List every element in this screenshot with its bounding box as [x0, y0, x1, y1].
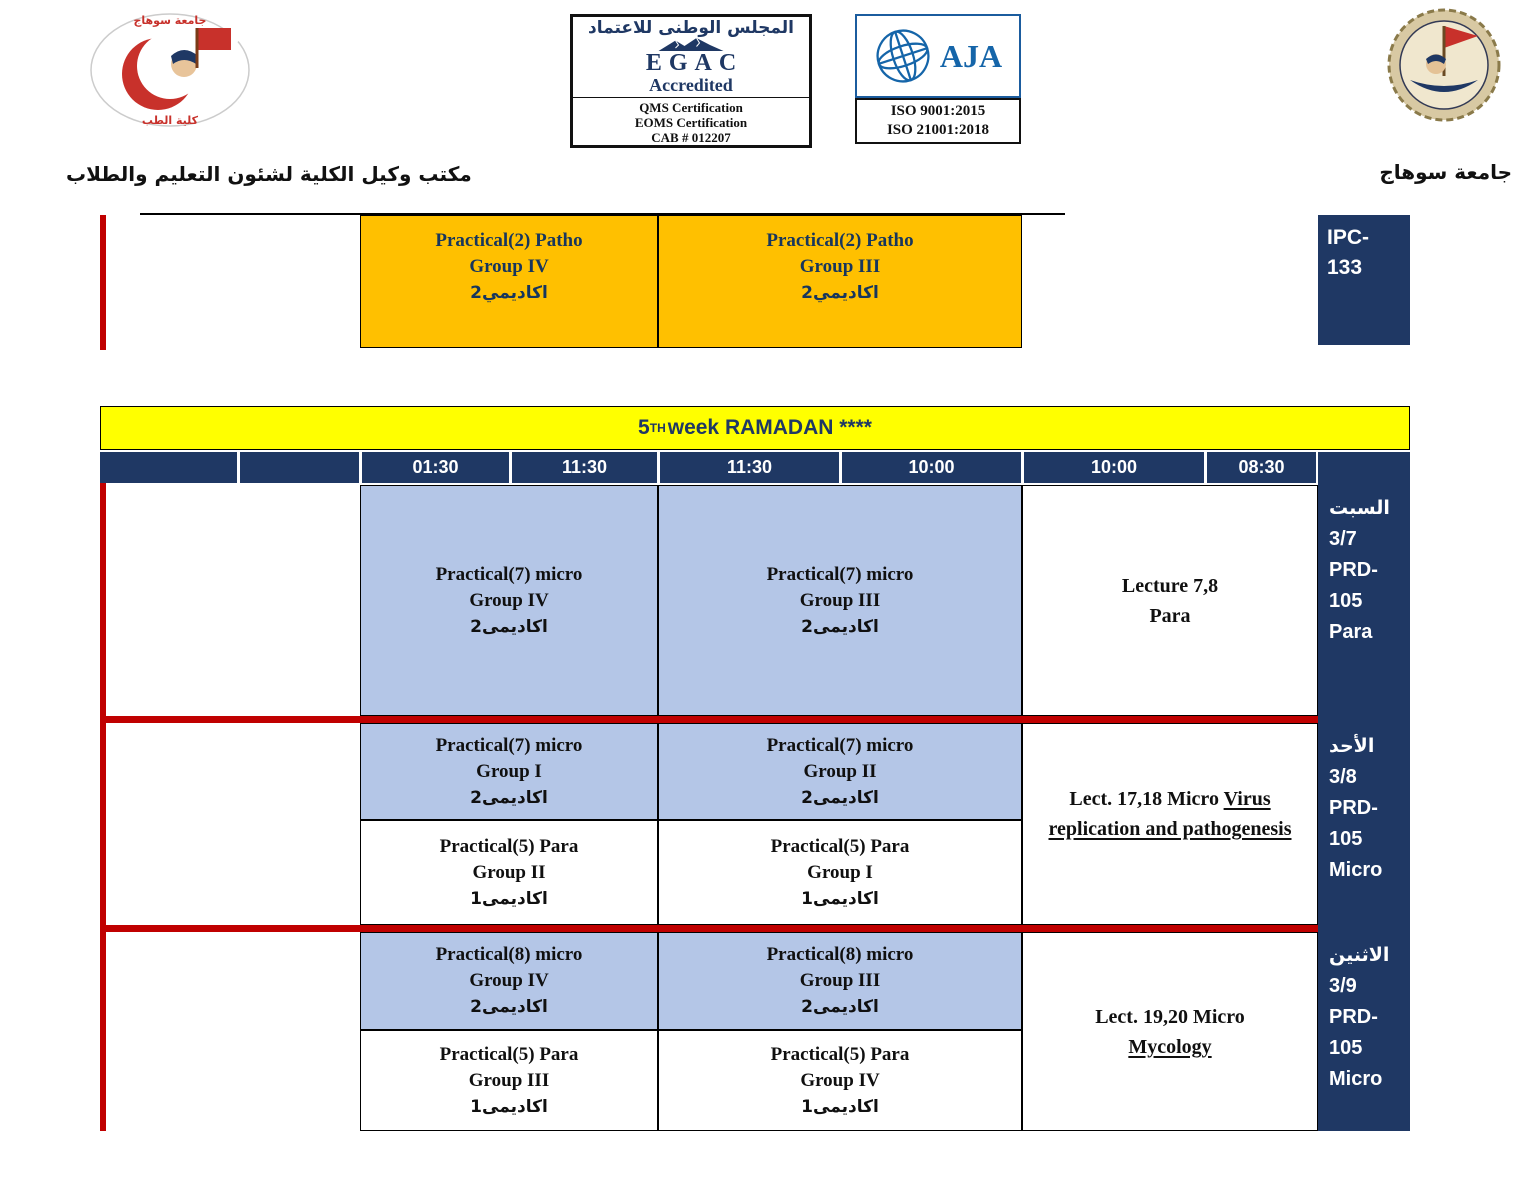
day-label-monday — [1318, 932, 1410, 1131]
time-cell — [1024, 452, 1204, 483]
aja-globe-icon — [874, 27, 932, 85]
egac-qms-certification: QMS Certification — [639, 100, 743, 115]
egac-accreditation-box — [570, 14, 812, 148]
lecture-text: Lect. 17,18 Micro — [1069, 788, 1219, 810]
cell-line: Group III — [468, 1069, 550, 1091]
cell-line-arabic: اكاديمى2 — [470, 997, 548, 1017]
schedule-cell — [658, 1030, 1022, 1131]
schedule-cell — [360, 485, 658, 716]
lecture-cell — [1022, 932, 1318, 1131]
time-cell-blank — [100, 452, 237, 483]
lecture-cell — [1022, 723, 1318, 925]
iso-21001-label: ISO 21001:2018 — [886, 122, 990, 138]
time-label: 11:30 — [726, 457, 773, 477]
week-number: 5 — [638, 416, 650, 439]
schedule-cell — [360, 820, 658, 925]
egac-accredited-label: Accredited — [649, 75, 733, 95]
cell-line: Practical(5) Para — [439, 835, 579, 857]
cell-line: Group III — [799, 589, 881, 611]
cell-line: Practical(8) micro — [435, 944, 583, 965]
cell-line: Group I — [476, 760, 542, 782]
cell-line-arabic: اكاديمى2 — [801, 616, 879, 637]
day-room-line: 105 — [1329, 828, 1363, 850]
schedule-cell — [658, 723, 1022, 820]
time-label: 10:00 — [908, 457, 955, 477]
day-date: 3/8 — [1329, 766, 1357, 788]
day-room-line: PRD- — [1329, 1006, 1378, 1028]
cell-line: Group IV — [800, 1069, 880, 1091]
cell-line: Practical(7) micro — [435, 734, 583, 756]
cell-line: Practical(5) Para — [770, 1043, 910, 1065]
cell-line-arabic: اكاديمى1 — [470, 1096, 548, 1117]
time-cell — [362, 452, 509, 483]
logo-bottom-text: كلية الطب — [141, 114, 199, 127]
time-cell — [1207, 452, 1316, 483]
egac-cab-number: CAB # 012207 — [651, 130, 731, 145]
university-name-arabic: جامعة سوهاج — [1379, 160, 1512, 184]
cell-line: Group IV — [469, 589, 549, 611]
day-room-line: PRD- — [1329, 559, 1378, 581]
day-room-line: PRD- — [1329, 797, 1378, 819]
cell-line: Practical(5) Para — [439, 1043, 579, 1065]
aja-registrars-box — [855, 14, 1021, 98]
schedule-cell — [360, 723, 658, 820]
top-table-left-red-border — [100, 215, 106, 350]
time-cell — [842, 452, 1021, 483]
lecture-cell — [1022, 485, 1318, 716]
day-label-sunday — [1318, 723, 1410, 925]
cell-line-arabic: اكاديمى2 — [470, 616, 548, 637]
cell-line: Group IV — [469, 256, 549, 277]
cell-line: Practical(2) Patho — [435, 230, 583, 251]
lecture-underlined-text: Mycology — [1128, 1035, 1212, 1058]
day-column — [1318, 452, 1410, 1131]
time-label: 10:00 — [1090, 457, 1138, 477]
cell-line-arabic: اكاديمي2 — [801, 283, 879, 303]
row-divider-red — [100, 716, 1318, 723]
sohag-university-medicine-logo — [88, 6, 253, 132]
cell-line: Practical(7) micro — [766, 563, 914, 585]
egac-divider — [573, 97, 809, 98]
time-cell — [660, 452, 839, 483]
cell-line-arabic: اكاديمى1 — [470, 888, 548, 909]
patho-practical-group4-cell — [360, 215, 658, 348]
day-name-arabic: الأحد — [1329, 735, 1375, 757]
cell-line: Practical(7) micro — [766, 734, 914, 756]
time-label: 11:30 — [561, 457, 608, 477]
day-label-saturday — [1318, 485, 1410, 716]
cell-line-arabic: اكاديمى2 — [801, 787, 879, 808]
schedule-cell — [360, 1030, 658, 1131]
iso-9001-label: ISO 9001:2015 — [890, 103, 986, 119]
cell-line: Group IV — [469, 970, 549, 991]
office-title-arabic: مكتب وكيل الكلية لشئون التعليم والطلاب — [66, 162, 472, 186]
cell-line: Group II — [472, 861, 546, 883]
cell-line: Group III — [799, 256, 881, 277]
aja-name: AJA — [939, 37, 1003, 74]
egac-eoms-certification: EOMS Certification — [634, 115, 748, 130]
lecture-line: Para — [1149, 604, 1191, 627]
cell-line-arabic: اكاديمى1 — [801, 888, 879, 909]
cell-line-arabic: اكاديمى1 — [801, 1096, 879, 1117]
schedule-cell — [360, 932, 658, 1030]
course-code-line: 133 — [1327, 256, 1363, 279]
day-date: 3/7 — [1329, 528, 1357, 550]
schedule-cell — [658, 820, 1022, 925]
course-code-cell — [1318, 215, 1410, 345]
time-label: 08:30 — [1238, 457, 1285, 477]
faculty-emblem-logo — [1378, 6, 1510, 124]
day-subject: Micro — [1329, 1068, 1383, 1090]
week-banner: 5 TH week RAMADAN **** — [100, 406, 1410, 450]
day-room-line: 105 — [1329, 590, 1363, 612]
cell-line: Group I — [807, 861, 873, 883]
cell-line: Practical(2) Patho — [766, 230, 914, 251]
day-name-arabic: الاثنين — [1329, 944, 1390, 966]
egac-name: EGAC — [645, 50, 744, 76]
cell-line: Practical(5) Para — [770, 835, 910, 857]
schedule-cell — [658, 485, 1022, 716]
logo-top-text: جامعة سوهاج — [133, 14, 207, 27]
cell-line: Practical(7) micro — [435, 563, 583, 585]
day-room-line: 105 — [1329, 1037, 1363, 1059]
lecture-line: Lecture 7,8 — [1121, 574, 1219, 597]
cell-line-arabic: اكاديمى2 — [801, 997, 879, 1017]
table-left-red-border — [100, 483, 106, 1131]
time-cell — [512, 452, 657, 483]
day-date: 3/9 — [1329, 975, 1357, 997]
lecture-underlined-text: Virus replication and pathogenesis — [1048, 788, 1292, 840]
row-divider-red — [100, 925, 1318, 932]
iso-certification-box — [855, 98, 1021, 144]
lecture-text: Lect. 19,20 Micro — [1095, 1005, 1245, 1028]
cell-line-arabic: اكاديمي2 — [470, 283, 548, 303]
week-banner-text: week RAMADAN **** — [667, 416, 872, 439]
time-cell-blank — [240, 452, 359, 483]
cell-line: Group III — [799, 970, 881, 991]
day-subject: Micro — [1329, 859, 1383, 881]
day-subject: Para — [1329, 621, 1373, 643]
day-name-arabic: السبت — [1329, 497, 1390, 519]
time-label: 01:30 — [412, 457, 459, 477]
egac-arabic-title: المجلس الوطنى للاعتماد — [587, 18, 795, 38]
course-code-line: IPC- — [1327, 226, 1369, 249]
cell-line-arabic: اكاديمى2 — [470, 787, 548, 808]
patho-practical-group3-cell — [658, 215, 1022, 348]
schedule-cell — [658, 932, 1022, 1030]
cell-line: Practical(8) micro — [766, 944, 914, 965]
cell-line: Group II — [803, 760, 877, 782]
